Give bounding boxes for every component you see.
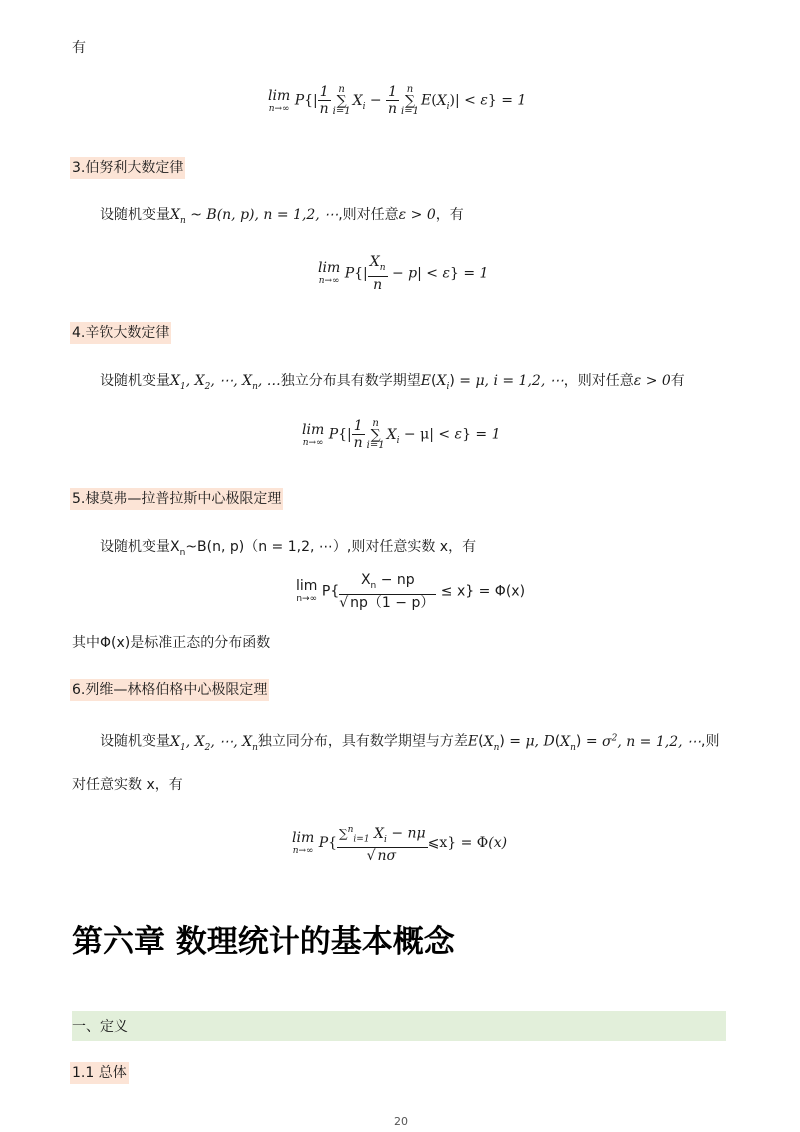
paragraph-bernoulli: 设随机变量$X_n$ ~ B(n, p), n = 1,2, ⋯,则对任意ε > 0，有 [100,207,464,226]
p4-mid2: ，则对任意 [563,373,634,389]
section-heading-definition: 一、定义 [72,1019,128,1035]
intro-text: 有 [72,40,86,56]
p4-pre: 设随机变量 [100,373,170,389]
formula-levy-lindeberg: lim n→∞ P{ $\frac{\sum^n_{i=1} X_i - n\mu}{√ n\sigma}$ ⩽x} = Φ(x) [292,822,507,864]
formula-de-moivre-laplace: lim n→∞ P{ $\frac{X_n - np}{√ np(1 - p)}$ ≤ x} = Φ(x) [296,572,526,611]
phi-note: 其中Φ(x)是标准正态的分布函数 [72,635,271,651]
paragraph-levy-lindeberg-line2: 对任意实数 x，有 [72,777,183,793]
section-heading-levy-lindeberg: 6.列维—林格伯格中心极限定理 [70,679,269,701]
formula-bernoulli: lim n→∞ P{| $\frac{X_n}{n}$ − p| < ε} = 1 [318,254,489,293]
p5-pre: 设随机变量X [100,539,180,555]
section-heading-bernoulli: 3.伯努利大数定律 [70,157,185,179]
p6-pre: 设随机变量 [100,733,170,750]
paragraph-de-moivre-laplace [100,537,476,563]
chapter-title: 第六章 数理统计的基本概念 [72,924,455,960]
paragraph-khinchin: 设随机变量$X_1$, $X_2$, ⋯, $X_n$, …独立分布具有数学期望$E(X_i) = \mu$, i = 1,2, ⋯，则对任意ε > 0有 [100,373,685,392]
formula-khinchin: lim n→∞ P{| $\frac{1}{n}$ n ∑ i=1 $X_i - \mu| < \varepsilon\} = 1$ [302,417,501,451]
paragraph-levy-lindeberg: 设随机变量$X_1$, $X_2$, ⋯, $X_n$独立同分布，具有数学期望与方差$E(X_n) = \mu$, $D(X_n) = \sigma^2$, n = 1,2, ⋯,则 [100,733,720,753]
p3-post: ，有 [435,207,464,223]
p3-pre: 设随机变量 [100,207,170,223]
page-number: 20 [394,1115,408,1128]
p5-sub: n [179,547,186,558]
section-heading-de-moivre-laplace: 5.棣莫弗—拉普拉斯中心极限定理 [70,488,283,510]
p6-post: ,则 [701,733,720,750]
formula-chebyshev: lim n→∞ P{| $\frac{1}{n}$ n ∑ i=1 $X_i$ − $\frac{1}{n}$ n ∑ i=1 $E(X_i)| < \varepsilon\} = 1$ [268,83,527,117]
section-heading-khinchin: 4.辛钦大数定律 [70,322,171,344]
p5-rest: ~B(n, p)（n = 1,2, ⋯）,则对任意实数 x，有 [185,539,477,555]
subsection-population: 1.1 总体 [70,1062,129,1084]
section-bar-definition [72,1011,726,1041]
p6-mid1: 独立同分布，具有数学期望与方差 [257,733,468,750]
p3-mid: ,则对任意 [338,207,399,223]
p4-post: 有 [670,373,685,389]
p4-mid1: 独立分布具有数学期望 [280,373,421,389]
